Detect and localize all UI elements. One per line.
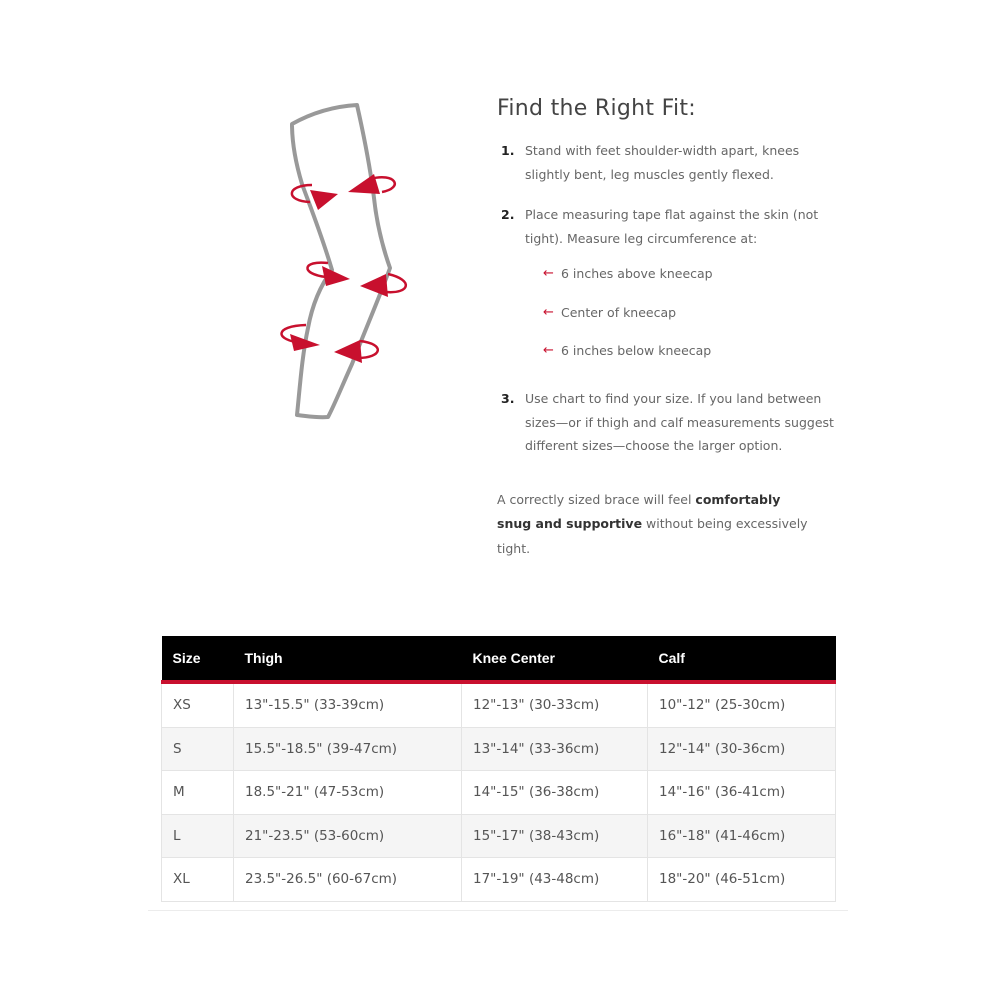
size-chart-table [161,636,836,902]
left-arrow-icon: ← [543,343,554,358]
measurement-points-list [525,262,837,369]
thigh-cell: 18.5"-21" (47-53cm) [234,771,462,815]
table-row [162,858,836,902]
size-cell: L [162,814,234,858]
divider [148,910,848,911]
fit-instructions [497,92,837,561]
size-cell: XS [162,682,234,727]
calf-cell: 18"-20" (46-51cm) [648,858,836,902]
left-arrow-icon: ← [543,266,554,281]
knee-center-cell: 17"-19" (43-48cm) [462,858,648,902]
measurement-point-label: Center of kneecap [561,304,677,320]
calf-cell: 10"-12" (25-30cm) [648,682,836,727]
fit-note-text: without being excessively tight. [497,516,808,556]
knee-center-cell: 12"-13" (30-33cm) [462,682,648,727]
header-calf: Calf [648,636,836,682]
header-knee-center: Knee Center [462,636,648,682]
measurement-point-label: 6 inches below kneecap [561,343,712,358]
header-thigh: Thigh [234,636,462,682]
measurement-point-label: 6 inches above kneecap [561,266,713,281]
step-text: Stand with feet shoulder-width apart, knees slightly bent, leg muscles gently flexed. [525,143,800,182]
step-3 [497,387,837,458]
size-cell: XL [162,858,234,902]
calf-cell: 12"-14" (30-36cm) [648,727,836,771]
calf-cell: 16"-18" (41-46cm) [648,814,836,858]
fit-title: Find the Right Fit: [497,96,696,121]
header-row [162,636,836,682]
thigh-cell: 13"-15.5" (33-39cm) [234,682,462,727]
size-chart-body [162,682,836,901]
thigh-cell: 21"-23.5" (53-60cm) [234,814,462,858]
step-number: 2. [501,207,515,222]
size-cell: M [162,771,234,815]
measurement-point-above-kneecap [543,262,837,301]
step-1 [497,139,837,186]
thigh-cell: 23.5"-26.5" (60-67cm) [234,858,462,902]
size-cell: S [162,727,234,771]
table-row [162,814,836,858]
table-row [162,771,836,815]
header-size: Size [162,636,234,682]
fit-note [497,488,812,562]
measurement-point-below-kneecap [543,339,837,369]
left-arrow-icon: ← [543,304,554,320]
leg-measurement-diagram-icon [262,96,432,426]
size-chart-header [162,636,836,682]
fit-note-emphasis: comfortably snug and supportive [497,491,781,531]
step-text: Use chart to find your size. If you land between sizes—or if thigh and calf measurements suggest different sizes—choose the larger option. [525,391,834,453]
table-row [162,727,836,771]
calf-cell: 14"-16" (36-41cm) [648,771,836,815]
table-row [162,682,836,727]
measurement-point-center-kneecap [543,301,837,340]
knee-center-cell: 13"-14" (33-36cm) [462,727,648,771]
knee-center-cell: 15"-17" (38-43cm) [462,814,648,858]
thigh-cell: 15.5"-18.5" (39-47cm) [234,727,462,771]
fit-note-text: A correctly sized brace will feel [497,491,696,507]
knee-center-cell: 14"-15" (36-38cm) [462,771,648,815]
step-number: 3. [501,391,515,406]
step-2 [497,203,837,369]
step-number: 1. [501,143,515,158]
step-text: Place measuring tape flat against the skin (not tight). Measure leg circumference at: [525,207,819,246]
